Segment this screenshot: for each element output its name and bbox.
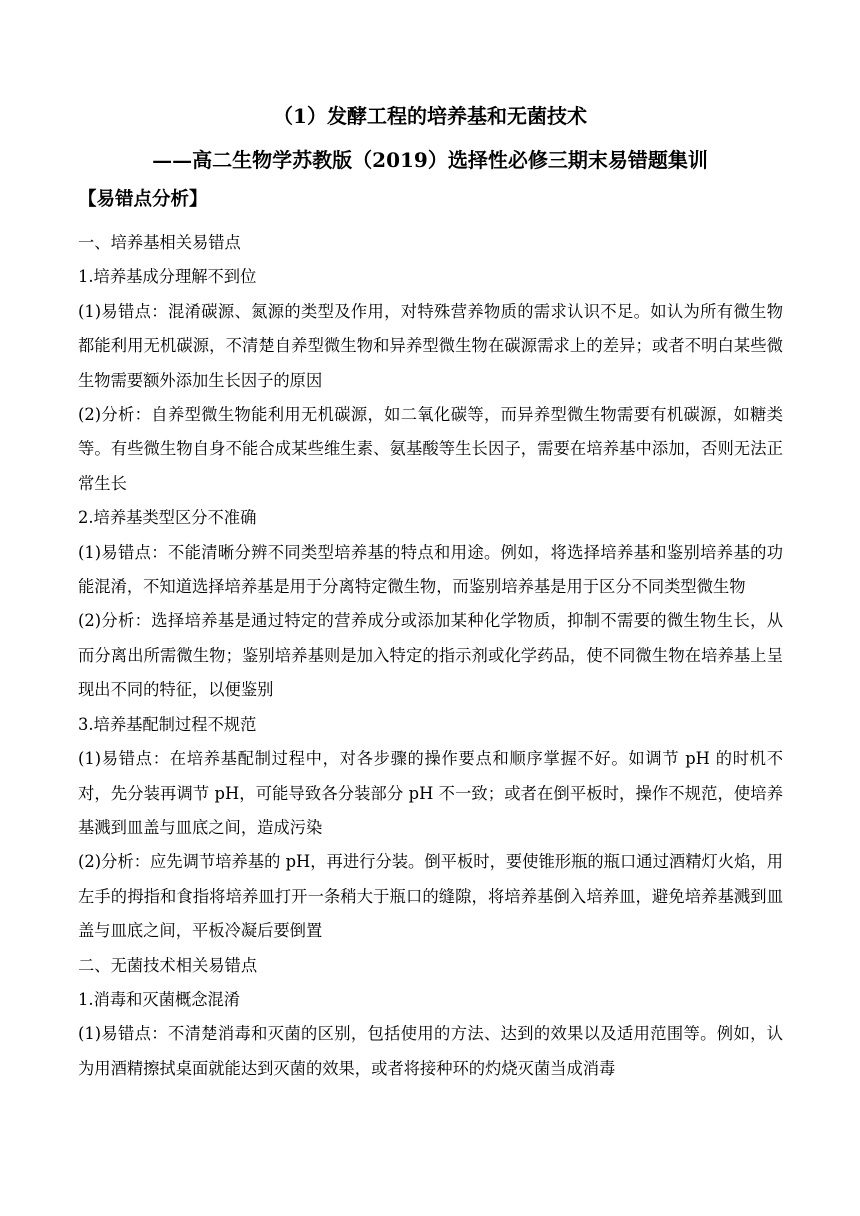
document-body (78, 226, 783, 1086)
subheading-2: 2.培养基类型区分不准确 (78, 508, 257, 528)
paragraph-error-point: (1)易错点：不清楚消毒和灭菌的区别，包括使用的方法、达到的效果以及适用范围等。例如，认为用酒精擦拭桌面就能达到灭菌的效果，或者将接种环的灼烧灭菌当成消毒 (78, 1024, 783, 1078)
subheading-1: 1.消毒和灭菌概念混淆 (78, 989, 241, 1009)
heading-part-two: 二、无菌技术相关易错点 (78, 955, 258, 975)
paragraph-error-point: (1)易错点：混淆碳源、氮源的类型及作用，对特殊营养物质的需求认识不足。如认为所有微生物都能利用无机碳源，不清楚自养型微生物和异养型微生物在碳源需求上的差异；或者不明白某些微生物需要额外添加生长因子的原因 (78, 301, 783, 390)
subheading-3: 3.培养基配制过程不规范 (78, 714, 257, 734)
paragraph-error-point: (1)易错点：不能清晰分辨不同类型培养基的特点和用途。例如，将选择培养基和鉴别培养基的功能混淆，不知道选择培养基是用于分离特定微生物，而鉴别培养基是用于区分不同类型微生物 (78, 542, 783, 597)
paragraph-error-point: (1)易错点：在培养基配制过程中，对各步骤的操作要点和顺序掌握不好。如调节 pH 的时机不对，先分装再调节 pH，可能导致各分装部分 pH 不一致；或者在倒平板时，操作不规范，使培养基溅到皿盖与皿底之间，造成污染 (78, 749, 783, 837)
document-title: （1）发酵工程的培养基和无菌技术 (273, 104, 587, 128)
subheading-1: 1.培养基成分理解不到位 (78, 267, 257, 287)
paragraph-analysis: (2)分析：自养型微生物能利用无机碳源，如二氧化碳等，而异养型微生物需要有机碳源，如糖类等。有些微生物自身不能合成某些维生素、氨基酸等生长因子，需要在培养基中添加，否则无法正常生长 (78, 405, 783, 493)
section-heading: 【易错点分析】 (78, 189, 208, 210)
document-subtitle: ——高二生物学苏教版（2019）选择性必修三期末易错题集训 (152, 148, 708, 172)
paragraph-analysis: (2)分析：应先调节培养基的 pH，再进行分装。倒平板时，要使锥形瓶的瓶口通过酒精灯火焰，用左手的拇指和食指将培养皿打开一条稍大于瓶口的缝隙，将培养基倒入培养皿，避免培养基溅到皿盖与皿底之间，平板冷凝后要倒置 (78, 852, 783, 941)
heading-part-one: 一、培养基相关易错点 (78, 233, 241, 252)
paragraph-analysis: (2)分析：选择培养基是通过特定的营养成分或添加某种化学物质，抑制不需要的微生物生长，从而分离出所需微生物；鉴别培养基则是加入特定的指示剂或化学药品，使不同微生物在培养基上呈现出不同的特征，以便鉴别 (78, 611, 783, 700)
